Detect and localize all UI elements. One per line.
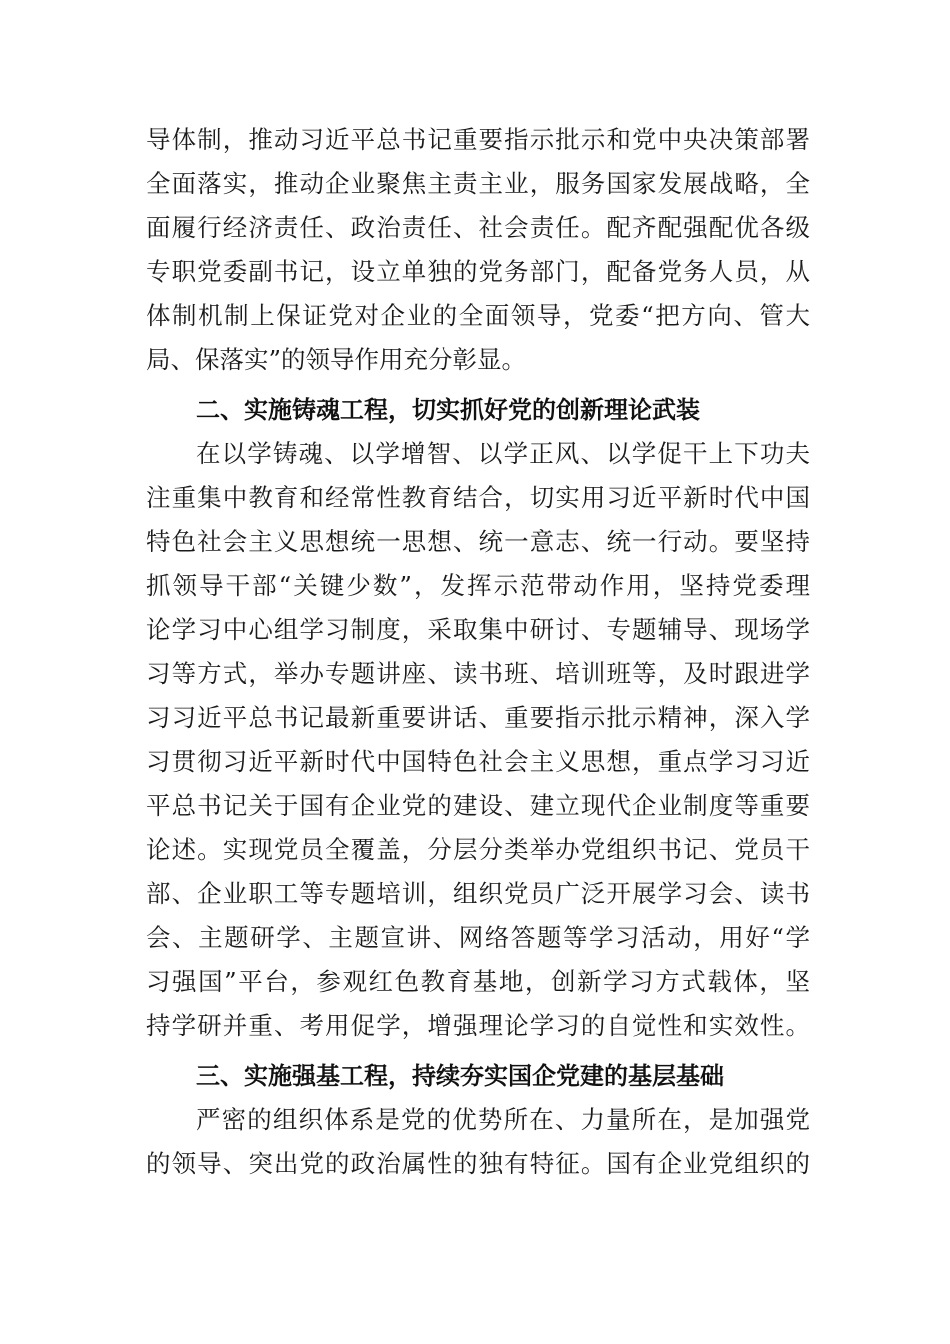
paragraph-line: 部、企业职工等专题培训，组织党员广泛开展学习会、读书	[146, 879, 810, 908]
paragraph-line: 的领导、突出党的政治属性的独有特征。国有企业党组织的	[146, 1149, 810, 1178]
paragraph-line: 注重集中教育和经常性教育结合，切实用习近平新时代中国	[146, 483, 810, 512]
paragraph-line: 习习近平总书记最新重要讲话、重要指示批示精神，深入学	[146, 703, 810, 732]
paragraph-line: 论学习中心组学习制度，采取集中研讨、专题辅导、现场学	[146, 615, 810, 644]
paragraph-line: 全面落实，推动企业聚焦主责主业，服务国家发展战略，全	[146, 169, 810, 198]
paragraph-line: 严密的组织体系是党的优势所在、力量所在，是加强党	[196, 1105, 810, 1134]
paragraph-line: 特色社会主义思想统一思想、统一意志、统一行动。要坚持	[146, 527, 810, 556]
paragraph-line: 习强国”平台，参观红色教育基地，创新学习方式载体，坚	[146, 967, 810, 996]
paragraph-line: 在以学铸魂、以学增智、以学正风、以学促干上下功夫	[196, 439, 810, 468]
paragraph-line: 论述。实现党员全覆盖，分层分类举办党组织书记、党员干	[146, 835, 810, 864]
section-heading: 三、实施强基工程，持续夯实国企党建的基层基础	[196, 1062, 724, 1090]
paragraph-line: 导体制，推动习近平总书记重要指示批示和党中央决策部署	[146, 125, 810, 154]
paragraph-line: 面履行经济责任、政治责任、社会责任。配齐配强配优各级	[146, 213, 810, 242]
paragraph-line: 专职党委副书记，设立单独的党务部门，配备党务人员，从	[146, 257, 810, 286]
paragraph-line: 习贯彻习近平新时代中国特色社会主义思想，重点学习习近	[146, 747, 810, 776]
paragraph-line: 平总书记关于国有企业党的建设、建立现代企业制度等重要	[146, 791, 810, 820]
paragraph-line: 局、保落实”的领导作用充分彰显。	[146, 345, 527, 374]
paragraph-line: 会、主题研学、主题宣讲、网络答题等学习活动，用好“学	[146, 923, 810, 952]
paragraph-line: 体制机制上保证党对企业的全面领导，党委“把方向、管大	[146, 301, 810, 330]
section-heading: 二、实施铸魂工程，切实抓好党的创新理论武装	[196, 396, 700, 424]
paragraph-line: 抓领导干部“关键少数”，发挥示范带动作用，坚持党委理	[146, 571, 810, 600]
paragraph-line: 习等方式，举办专题讲座、读书班、培训班等，及时跟进学	[146, 659, 810, 688]
paragraph-line: 持学研并重、考用促学，增强理论学习的自觉性和实效性。	[146, 1011, 810, 1040]
